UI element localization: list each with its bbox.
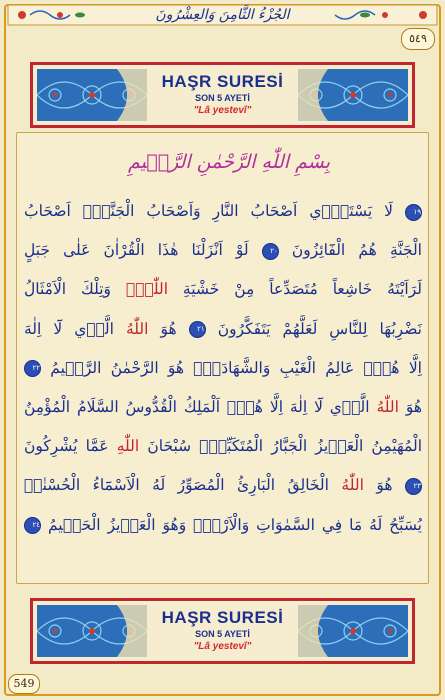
verse-line <box>24 310 422 349</box>
verse-number-icon: ٢١ <box>189 321 206 338</box>
verse-text: يُسَبِّحُ لَهُ مَا فِي السَّمٰوَاتِ وَالْاَرْضِۚ وَهُوَ الْعَز۪يزُ الْحَك۪يمُ <box>47 515 422 534</box>
verse-text: هُوَ <box>363 476 393 495</box>
arabesque-tile-icon <box>37 605 147 657</box>
surah-banner-top <box>30 62 415 128</box>
verse-text: اِلَّا هُوَۚ عَالِمُ الْغَيْبِ وَالشَّهَادَةِۚ هُوَ الرَّحْمٰنُ الرَّح۪يمُ <box>50 358 422 377</box>
page-number-top: ٥٤٩ <box>401 28 435 50</box>
basmala: بِسْمِ اللّٰهِ الرَّحْمٰنِ الرَّح۪يمِ <box>127 151 330 173</box>
verse-text: وَتِلْكَ الْاَمْثَالُ <box>24 280 126 299</box>
verse-text: الَّذ۪ي لَٓا اِلٰهَ <box>24 319 126 338</box>
juz-title: الجُزْءُ الثَّامِنَ وَالعِشْرُونَ <box>155 7 290 23</box>
verse-text: لَوْ اَنْزَلْنَا هٰذَا الْقُرْاٰنَ عَلٰى جَبَلٍ <box>24 241 249 260</box>
surah-subtitle: SON 5 AYETİ <box>195 629 250 639</box>
verse-line <box>24 388 422 427</box>
verse-line <box>24 427 422 466</box>
surah-tagline: "Lâ yestevî" <box>193 105 252 116</box>
surah-subtitle: SON 5 AYETİ <box>195 93 250 103</box>
verse-line <box>24 192 422 231</box>
verse-text: لَا يَسْتَو۪ٓي اَصْحَابُ النَّارِ وَاَصْحَابُ الْجَنَّةِۜ اَصْحَابُ <box>24 202 393 220</box>
surah-title: HAŞR SURESİ <box>161 608 284 627</box>
arabesque-tile-icon <box>298 605 408 657</box>
verse-number-icon: ٢٢ <box>24 360 41 377</box>
verse-text <box>249 241 262 259</box>
divine-name: اللّٰهُ <box>341 476 364 495</box>
verse-line <box>24 349 422 388</box>
verse-text: لَرَاَيْتَهُ خَاشِعاً مُتَصَدِّعاً مِنْ خَشْيَةِ <box>168 280 422 299</box>
verse-lines <box>24 192 422 582</box>
verse-line <box>24 270 422 309</box>
verse-text: الَّذ۪ي لَٓا اِلٰهَ اِلَّا هُوَۚ اَلْمَلِكُ الْقُدُّوسُ السَّلَامُ الْمُؤْمِنُ <box>24 397 377 416</box>
divine-name: اللّٰهِۜ <box>125 280 169 299</box>
verse-number-icon: ٢٠ <box>262 243 279 260</box>
verse-line <box>24 466 422 505</box>
banner-label <box>151 65 294 125</box>
divine-name: اللّٰهُ <box>376 397 399 416</box>
surah-tagline: "Lâ yestevî" <box>193 641 252 652</box>
verse-number-icon: ٢٣ <box>405 478 422 495</box>
banner-label <box>151 601 294 661</box>
divine-name: اللّٰهِ <box>116 437 140 456</box>
verse-text: هُوَ <box>148 319 189 338</box>
arabesque-tile-icon <box>298 69 408 121</box>
arabesque-tile-icon <box>37 69 147 121</box>
divine-name: اللّٰهُ <box>125 319 149 338</box>
page-number-bottom: 549 <box>8 674 40 694</box>
verse-text: عَمَّا يُشْرِكُونَ <box>24 437 117 456</box>
verse-text: الْمُهَيْمِنُ الْعَز۪يزُ الْجَبَّارُ الْمُتَكَبِّرُۜ سُبْحَانَ <box>139 437 422 456</box>
verse-text: الْخَالِقُ الْبَارِئُ الْمُصَوِّرُ لَهُ الْاَسْمَٓاءُ الْحُسْنٰىۜ <box>24 476 342 495</box>
verse-text: الْجَنَّةِ هُمُ الْفَٓائِزُونَ <box>291 241 422 260</box>
verse-text: هُوَ <box>398 397 422 416</box>
verse-line <box>24 231 422 270</box>
verse-number-icon: ١٩ <box>405 204 422 221</box>
verse-text: نَضْرِبُهَا لِلنَّاسِ لَعَلَّهُمْ يَتَفَكَّرُونَ <box>217 319 422 338</box>
surah-banner-bottom <box>30 598 415 664</box>
verse-line <box>24 506 422 545</box>
verse-number-icon: ٢٤ <box>24 517 41 534</box>
surah-title: HAŞR SURESİ <box>161 72 284 91</box>
